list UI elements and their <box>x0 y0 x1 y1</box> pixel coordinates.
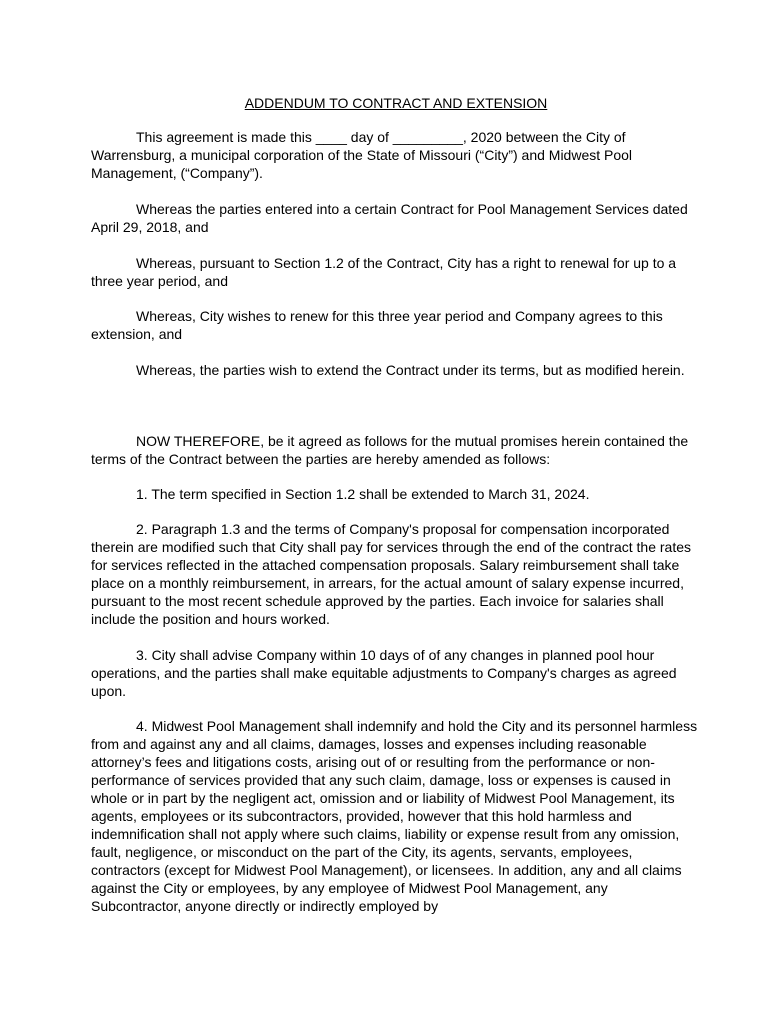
paragraph-whereas-renewal-right: Whereas, pursuant to Section 1.2 of the Contract, City has a right to renewal for up to a three year period, and <box>91 255 677 289</box>
paragraph-whereas-extend: Whereas, the parties wish to extend the Contract under its terms, but as modified herein. <box>136 362 685 378</box>
paragraph-item-3-hours: 3. City shall advise Company within 10 days of of any changes in planned pool hour operations, and the parties shall make equitable adjustments to Company's charges as agreed upon. <box>91 647 677 699</box>
paragraph-whereas-contract: Whereas the parties entered into a certain Contract for Pool Management Services dated April 29, 2018, and <box>91 201 688 235</box>
paragraph-item-4-indemnify: 4. Midwest Pool Management shall indemnify and hold the City and its personnel harmless from and against any and all claims, damages, losses and expenses including reasonable attorney’s fees and litigations costs, arising out of or resulting from the performance or non-performance of services provided that any such claim, damage, loss or expenses is caused in whole or in part by the negligent act, omission and or liability of Midwest Pool Management, its agents, employees or its subcontractors, provided, however that this hold harmless and indemnification shall not apply where such claims, liability or expense result from any omission, fault, negligence, or misconduct on the part of the City, its agents, servants, employees, contractors (except for Midwest Pool Management), or licensees. In addition, any and all claims against the City or employees, by any employee of Midwest Pool Management, any Subcontractor, anyone directly or indirectly employed by <box>91 718 698 914</box>
document-title: ADDENDUM TO CONTRACT AND EXTENSION <box>244 95 548 111</box>
paragraph-whereas-renew: Whereas, City wishes to renew for this three year period and Company agrees to this extension, and <box>91 308 663 342</box>
paragraph-now-therefore: NOW THEREFORE, be it agreed as follows for the mutual promises herein contained the terms of the Contract between the parties are hereby amended as follows: <box>91 433 689 467</box>
paragraph-item-2-compensation: 2. Paragraph 1.3 and the terms of Company's proposal for compensation incorporated therein are modified such that City shall pay for services through the end of the contract the rates for services reflected in the attached compensation proposals. Salary reimbursement shall take place on a monthly reimbursement, in arrears, for the actual amount of salary expense incurred, pursuant to the most recent schedule approved by the parties. Each invoice for salaries shall include the position and hours worked. <box>91 521 691 627</box>
paragraph-item-1-term: 1. The term specified in Section 1.2 shall be extended to March 31, 2024. <box>136 486 590 502</box>
paragraph-agreement-intro: This agreement is made this ____ day of _________, 2020 between the City of Warrensburg, a municipal corporation of the State of Missouri (“City”) and Midwest Pool Management, (“Company”). <box>91 129 633 181</box>
